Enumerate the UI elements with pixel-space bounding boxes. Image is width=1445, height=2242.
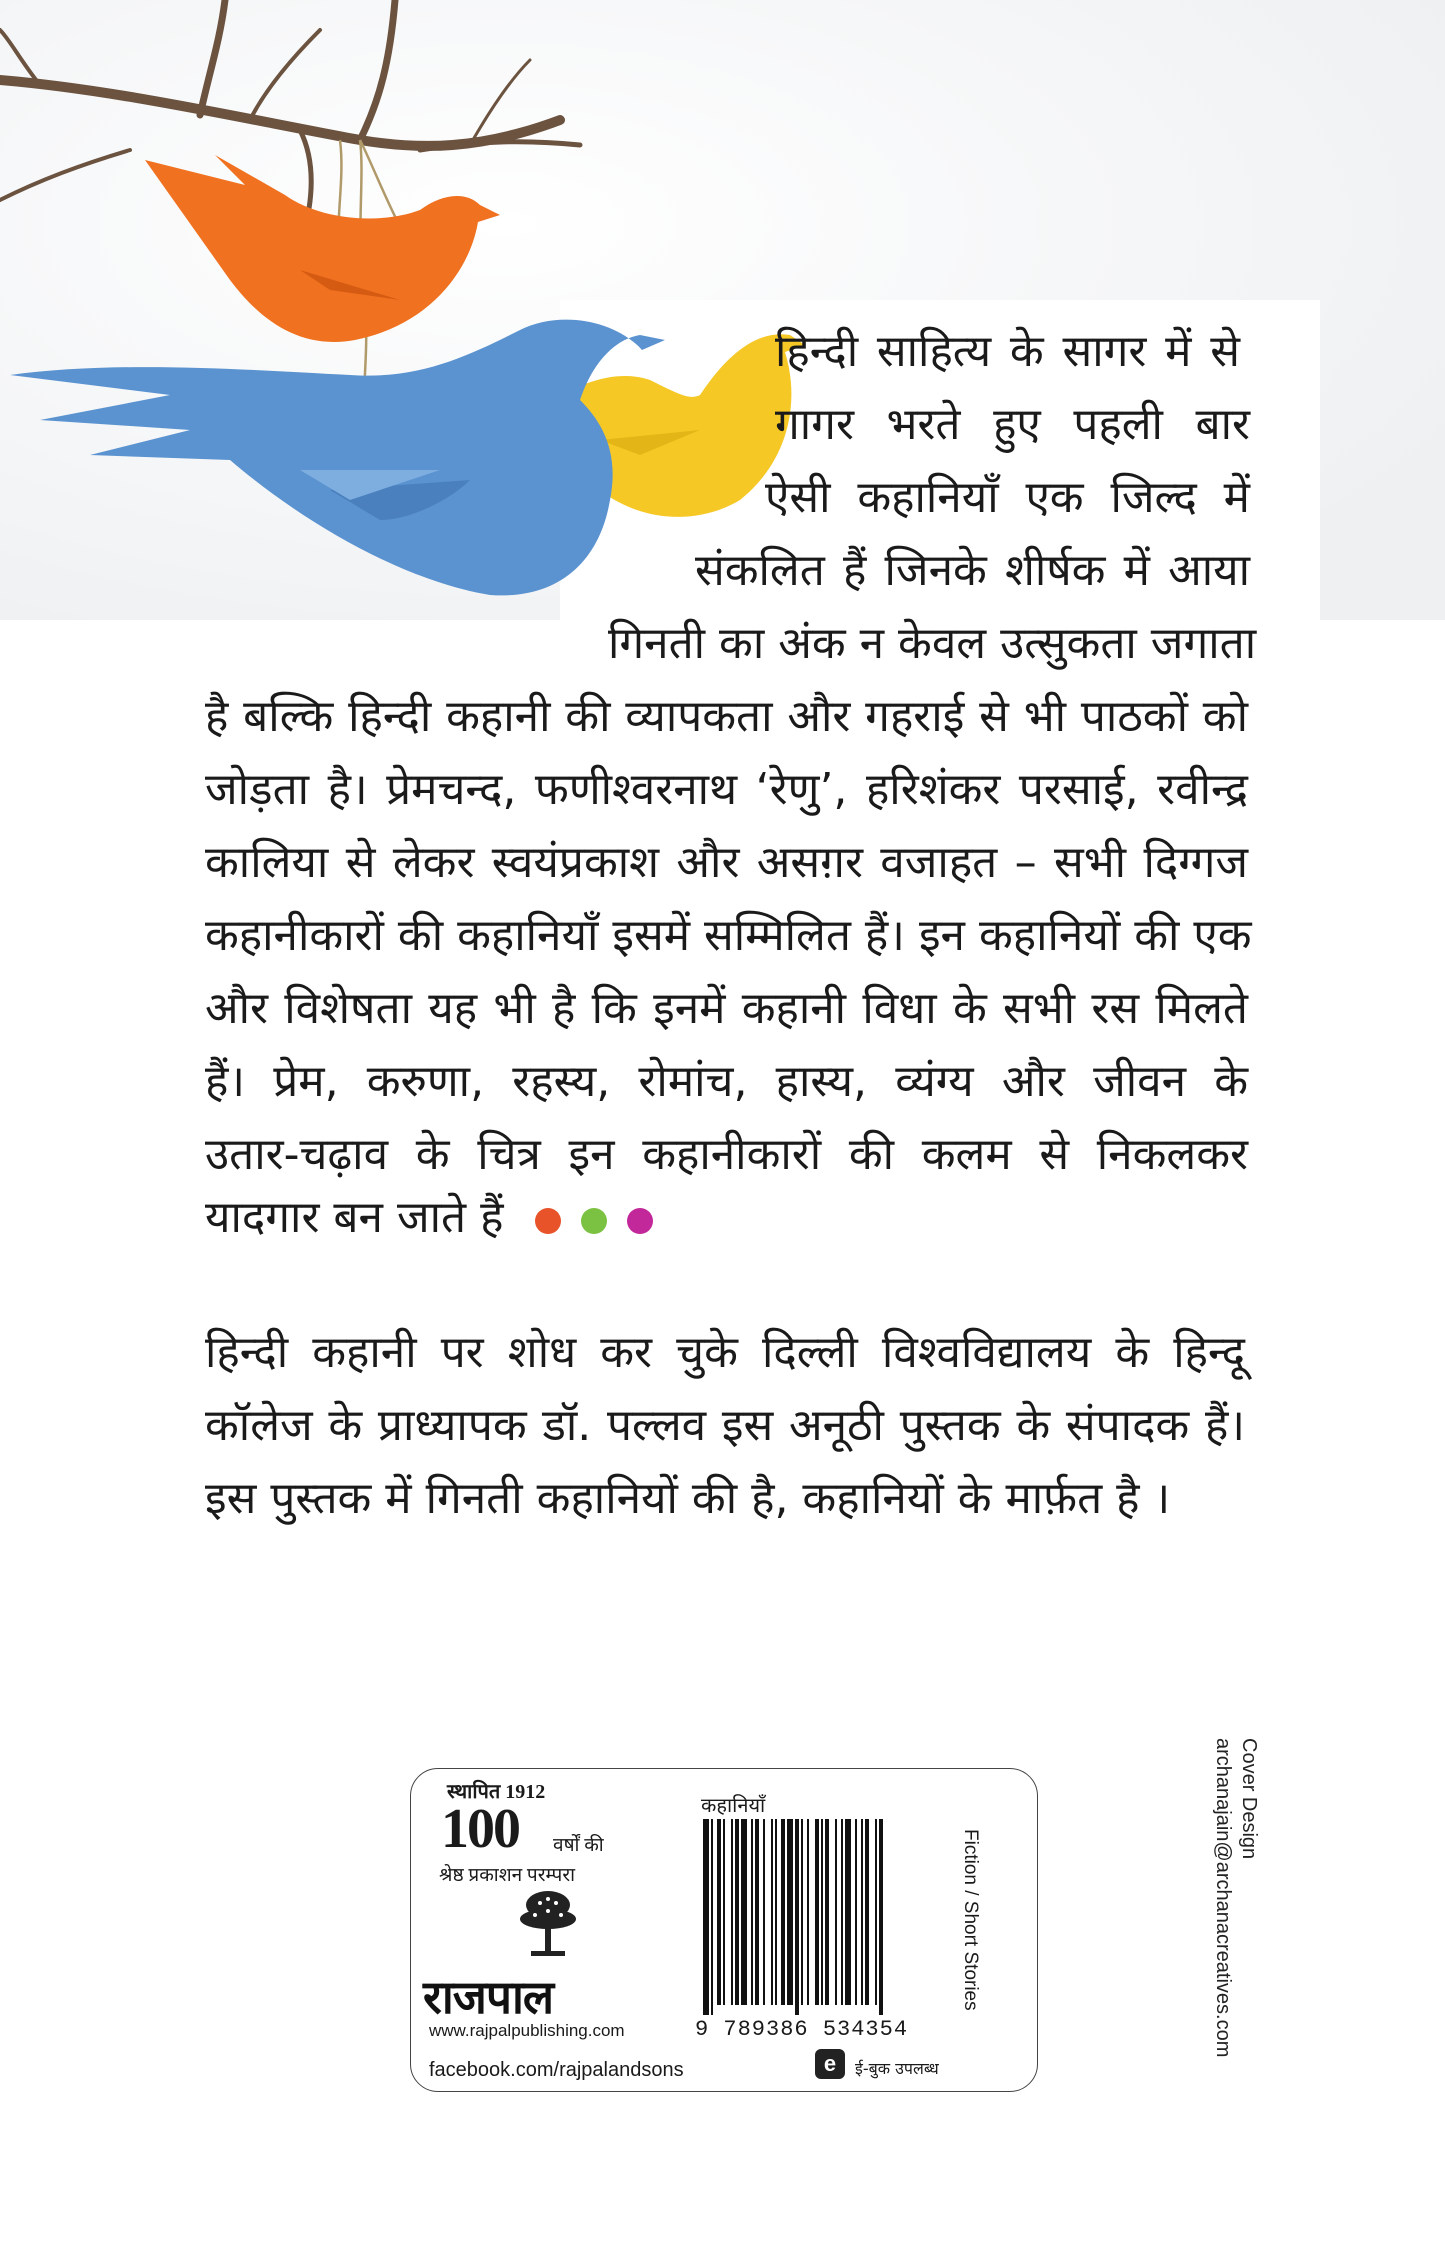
barcode-bar xyxy=(755,1819,759,2005)
website-link[interactable]: www.rajpalpublishing.com xyxy=(429,2021,625,2040)
barcode-bar xyxy=(731,1819,733,2005)
cover-design-credit xyxy=(1182,1738,1262,2098)
isbn-digits: 9 789386 534354 xyxy=(695,2017,909,2042)
blurb-line: हिन्दी साहित्य के सागर में से xyxy=(775,326,1240,377)
editor-line: हिन्दी कहानी पर शोध कर चुके दिल्ली विश्वविद्यालय के हिन्दू xyxy=(205,1327,1245,1378)
publisher-barcode-card xyxy=(410,1768,1038,2092)
blurb-line: है बल्कि हिन्दी कहानी की व्यापकता और गहराई से भी पाठकों को xyxy=(205,691,1248,742)
barcode-bar xyxy=(875,1819,877,2005)
blurb-line: उतार-चढ़ाव के चित्र इन कहानीकारों की कलम से निकलकर xyxy=(205,1129,1248,1180)
credit-label: Cover Design xyxy=(1238,1738,1260,1860)
blurb-line: ऐसी कहानियाँ एक जिल्द में xyxy=(765,472,1250,523)
facebook-link[interactable]: facebook.com/rajpalandsons xyxy=(429,2059,684,2081)
years-text: वर्षों की xyxy=(553,1835,604,1856)
magenta-dot-icon xyxy=(627,1208,653,1234)
barcode-bar xyxy=(703,1819,709,2015)
hundred-years-number: 100 xyxy=(441,1798,519,1860)
isbn-barcode xyxy=(701,1819,941,2019)
ornament-dots xyxy=(535,1198,659,1242)
tradition-text: श्रेष्ठ प्रकाशन परम्परा xyxy=(439,1865,576,1886)
blurb-line: और विशेषता यह भी है कि इनमें कहानी विधा के सभी रस मिलते xyxy=(205,983,1248,1034)
barcode-bar xyxy=(861,1819,863,2005)
bird-illustration xyxy=(0,0,1445,640)
barcode-bar xyxy=(717,1819,721,2005)
blurb-line: जोड़ता है। प्रेमचन्द, फणीश्वरनाथ ‘रेणु’, हरिशंकर परसाई, रवीन्द्र xyxy=(205,764,1248,815)
barcode-bar xyxy=(711,1819,713,2015)
barcode-bar xyxy=(825,1819,829,2005)
barcode-bar xyxy=(795,1819,799,2015)
editor-line: इस पुस्तक में गिनती कहानियों की है, कहानियों के मार्फ़त है । xyxy=(205,1473,1171,1524)
barcode-bar xyxy=(775,1819,777,2005)
orange-dot-icon xyxy=(535,1208,561,1234)
barcode-bar xyxy=(835,1819,837,2005)
editor-line: कॉलेज के प्राध्यापक डॉ. पल्लव इस अनूठी पुस्तक के संपादक हैं। xyxy=(205,1400,1245,1451)
barcode-bar xyxy=(879,1819,883,2015)
blurb-line: संकलित हैं जिनके शीर्षक में आया xyxy=(695,545,1250,596)
green-dot-icon xyxy=(581,1208,607,1234)
genre-english: Fiction / Short Stories xyxy=(960,1829,981,2011)
blurb-last-line xyxy=(205,1192,659,1243)
barcode-bar xyxy=(807,1819,809,2005)
blurb-line: कालिया से लेकर स्वयंप्रकाश और असग़र वजाहत – सभी दिग्गज xyxy=(205,837,1248,888)
established-text: स्थापित 1912 xyxy=(447,1781,546,1803)
barcode-bar xyxy=(801,1819,803,2005)
credit-email: archanajain@archanacreatives.com xyxy=(1212,1738,1234,2058)
barcode-bar xyxy=(751,1819,753,2005)
ebook-icon: e xyxy=(815,2049,845,2079)
blurb-line: गागर भरते हुए पहली बार xyxy=(775,399,1250,450)
blurb-line: यादगार बन जाते हैं xyxy=(205,1192,504,1243)
barcode-bar xyxy=(723,1819,725,2005)
barcode-bar xyxy=(855,1819,857,2005)
blurb-line: हैं। प्रेम, करुणा, रहस्य, रोमांच, हास्य, व्यंग्य और जीवन के xyxy=(205,1056,1248,1107)
genre-hindi: कहानियाँ xyxy=(701,1793,766,1817)
barcode-bar xyxy=(815,1819,819,2005)
blurb-line: कहानीकारों की कहानियाँ इसमें सम्मिलित हैं। इन कहानियों की एक xyxy=(205,910,1252,961)
tree-logo-icon xyxy=(513,1889,583,1961)
barcode-bar xyxy=(735,1819,739,2005)
barcode-bar xyxy=(821,1819,823,2005)
barcode-bar xyxy=(841,1819,843,2005)
barcode-bar xyxy=(763,1819,765,2005)
barcode-bar xyxy=(781,1819,785,2005)
barcode-bar xyxy=(845,1819,851,2005)
barcode-bar xyxy=(865,1819,869,2005)
publisher-block xyxy=(411,1769,684,2091)
publisher-wordmark: राजपाल xyxy=(423,1970,554,2024)
blurb-line: गिनती का अंक न केवल उत्सुकता जगाता xyxy=(608,618,1257,669)
barcode-bar xyxy=(741,1819,747,2005)
barcode-bar xyxy=(771,1819,773,2005)
ebook-available-text: ई-बुक उपलब्ध xyxy=(855,2059,939,2078)
barcode-bar xyxy=(787,1819,793,2005)
